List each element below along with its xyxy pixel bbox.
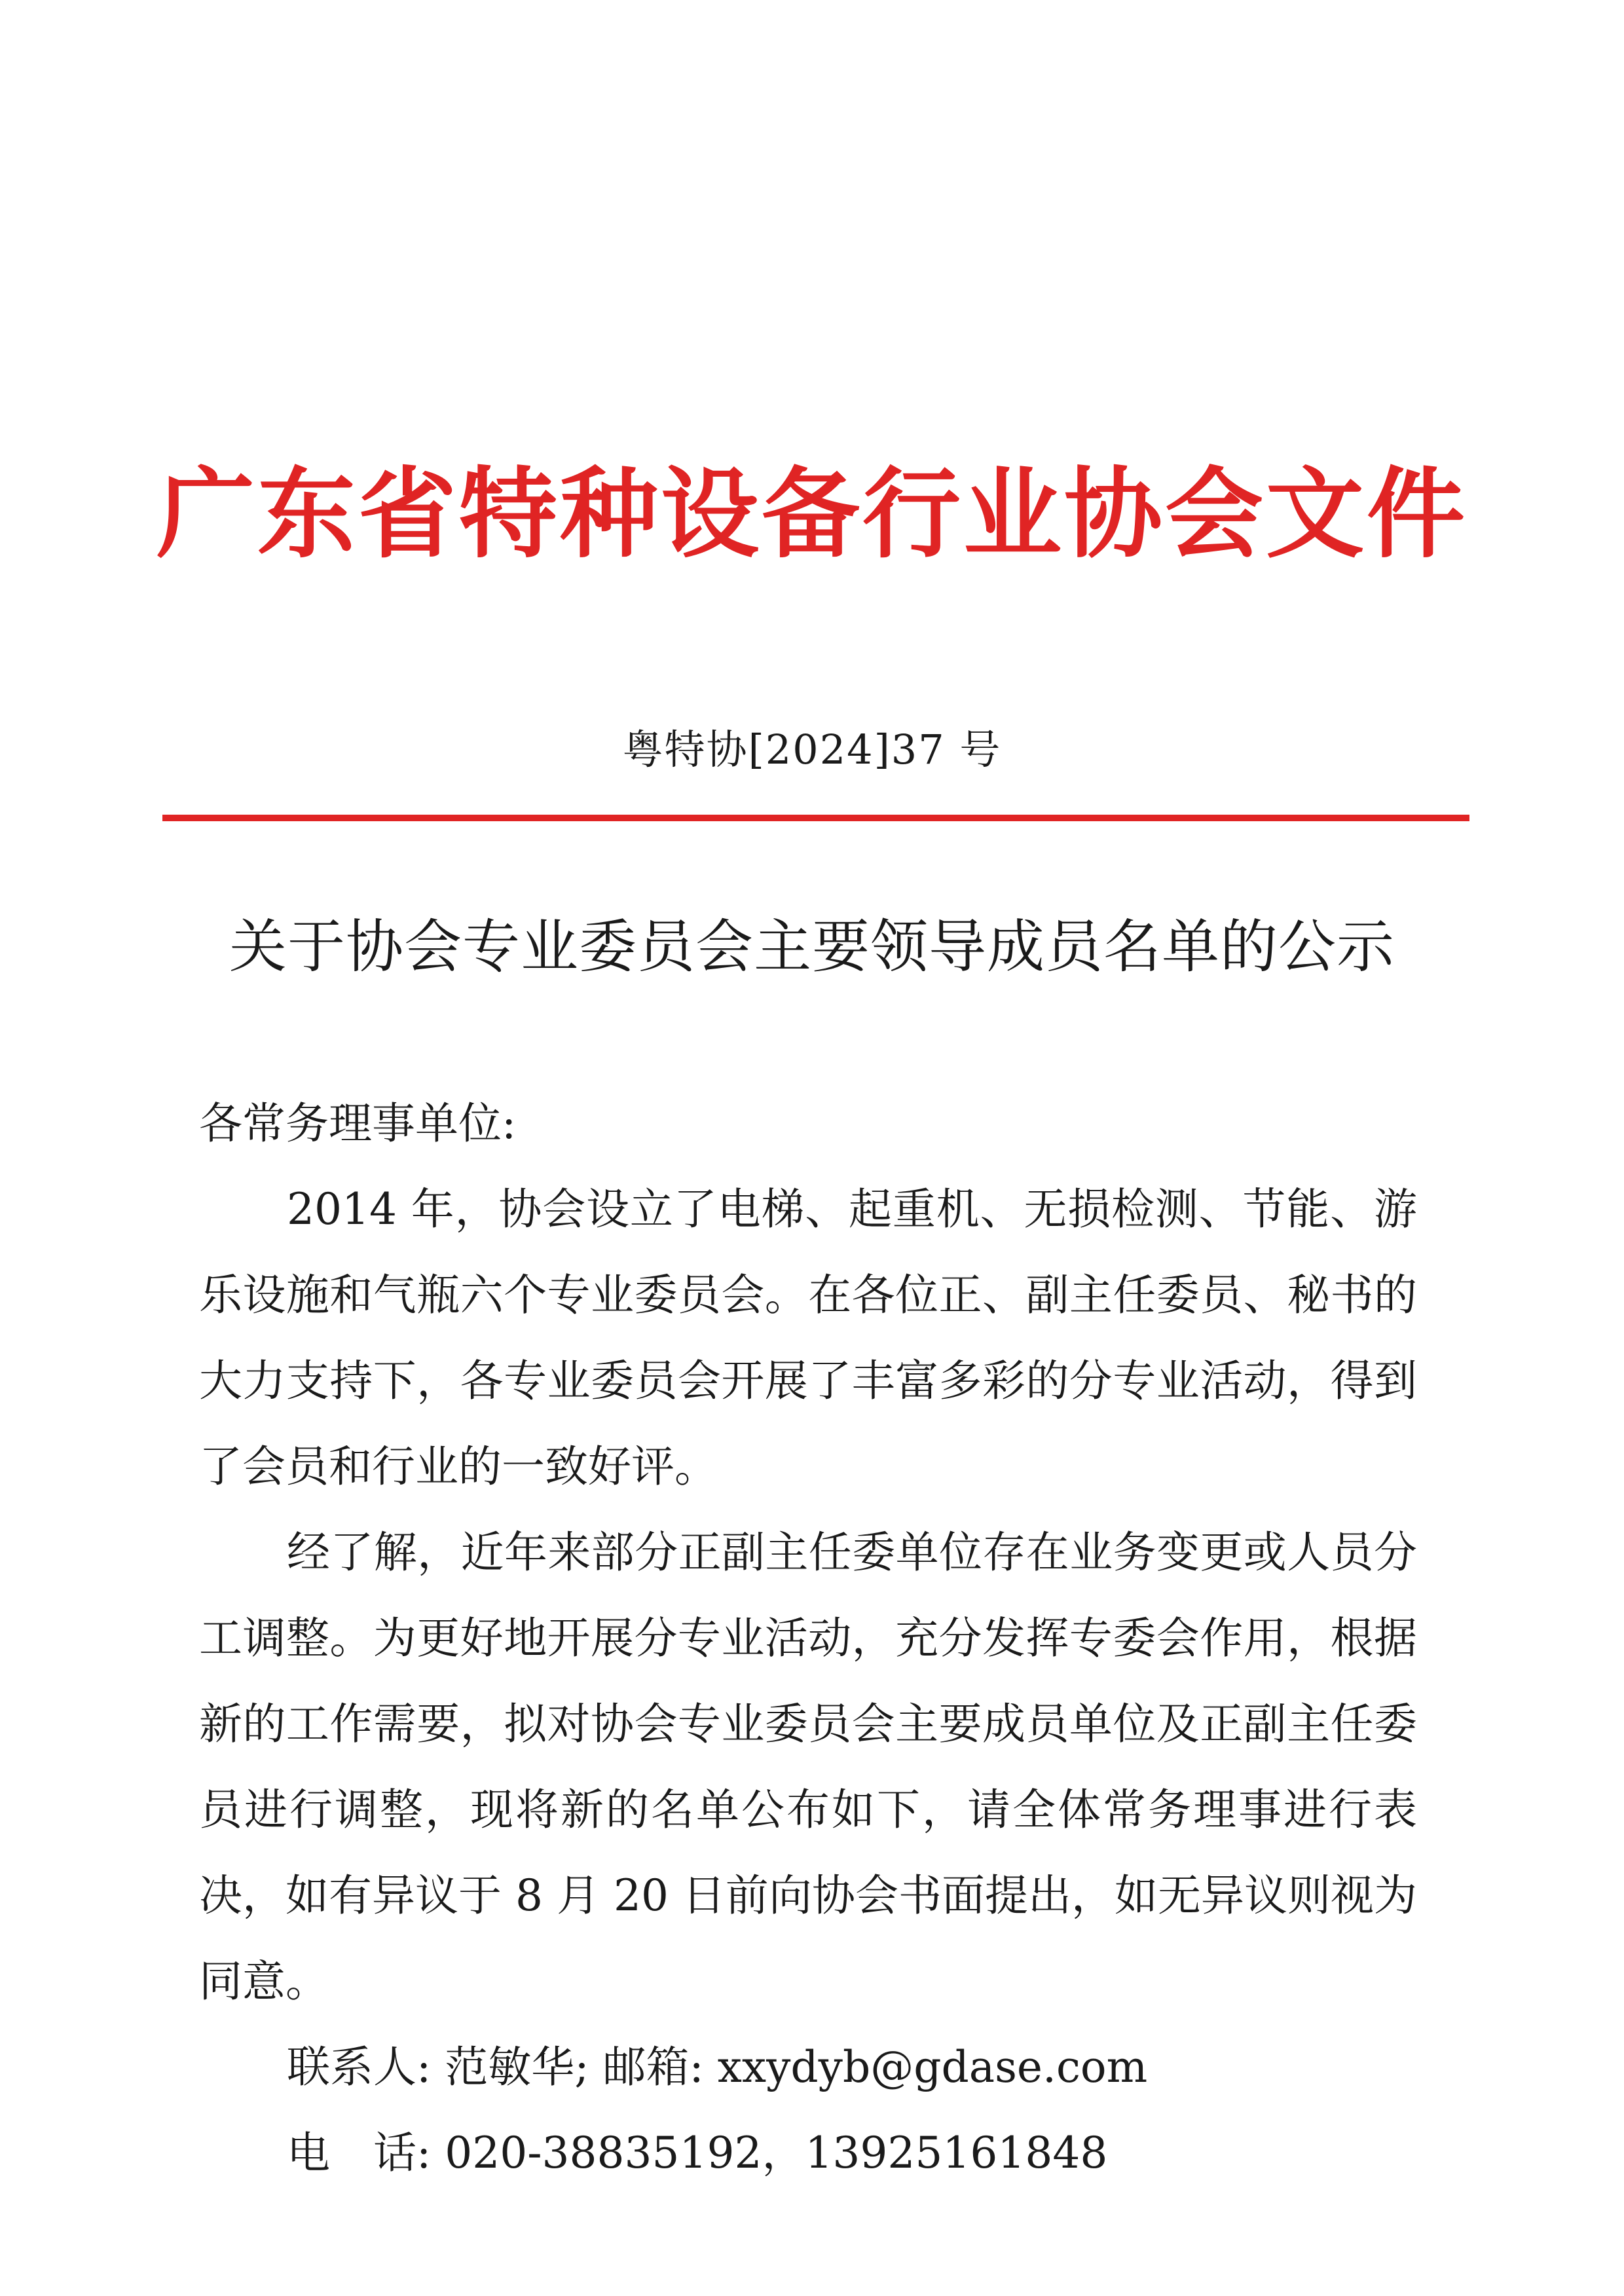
document-subject: 关于协会专业委员会主要领导成员名单的公示 [229,913,1395,980]
phone-label-second: 话: [373,2128,432,2178]
contact-line [199,2024,1417,2110]
contact-email-label: 邮箱: [602,2042,704,2092]
phone-numbers: 020-38835192，13925161848 [445,2128,1108,2178]
phone-line [199,2110,1417,2196]
document-body [199,1081,1417,2196]
body-paragraph: 经了解，近年来部分正副主任委单位存在业务变更或人员分工调整。为更好地开展分专业活动，充分发挥专委会作用，根据新的工作需要，拟对协会专业委员会主要成员单位及正副主任委员进行调整，现将新的名单公布如下，请全体常务理事进行表决，如有异议于 8 月 20 日前向协会书面提出，如无异议则视为同意。 [199,1527,1417,2007]
phone-label-first: 电 [287,2128,330,2178]
contact-person-name: 范敏华; [445,2042,589,2092]
issuer-header-title: 广东省特种设备行业协会文件 [156,456,1467,572]
contact-email[interactable]: xxydyb@gdase.com [717,2042,1148,2092]
contact-person-label: 联系人: [287,2042,432,2092]
body-paragraph: 2014 年，协会设立了电梯、起重机、无损检测、节能、游乐设施和气瓶六个专业委员会。在各位正、副主任委员、秘书的大力支持下，各专业委员会开展了丰富多彩的分专业活动，得到了会员和行业的一致好评。 [199,1184,1417,1492]
header-red-divider [162,815,1469,821]
document-number: 粤特协[2024]37 号 [622,726,1002,773]
salutation: 各常务理事单位: [199,1098,517,1149]
